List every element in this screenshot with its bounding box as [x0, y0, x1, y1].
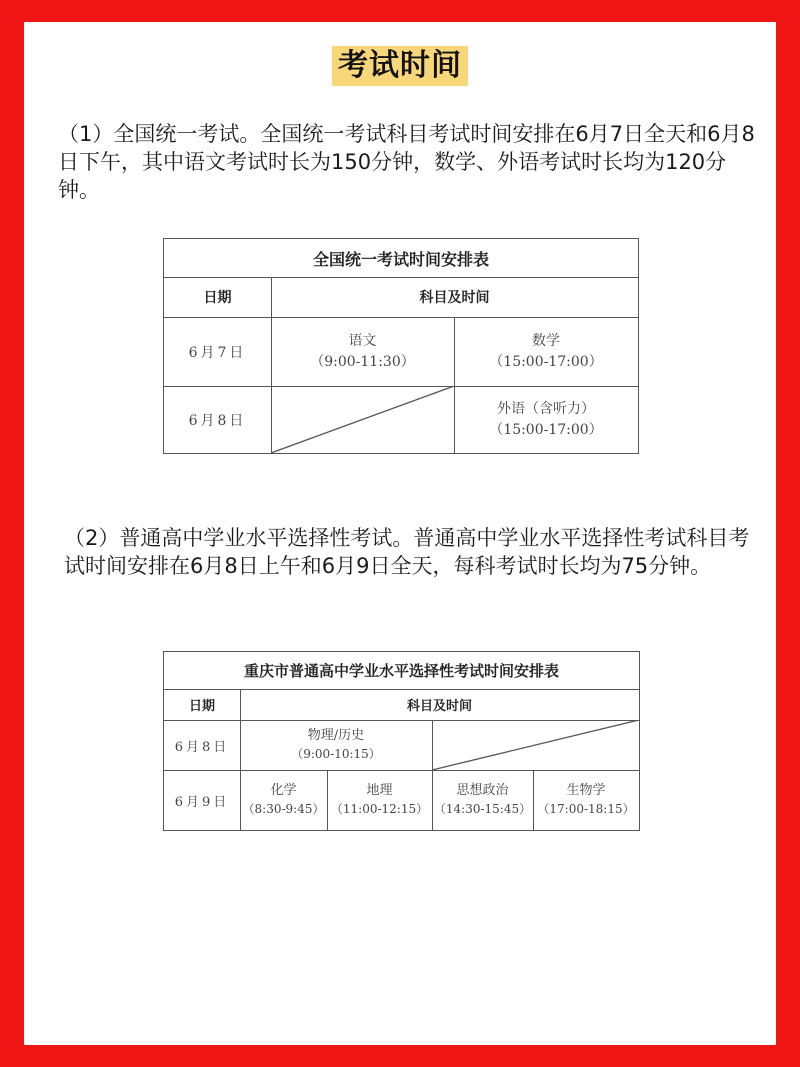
- subject-time: （15:00-17:00）: [489, 421, 603, 438]
- row-date: 6月8日: [188, 412, 247, 429]
- subject-time: （14:30-15:45）: [433, 802, 532, 816]
- header-date: 日期: [203, 290, 232, 306]
- subject-name: 外语（含听力）: [497, 400, 595, 417]
- subject-name: 思想政治: [456, 783, 509, 798]
- subject-time: （9:00-11:30）: [310, 353, 415, 370]
- page-title: 考试时间: [332, 46, 468, 86]
- subject-time: （17:00-18:15）: [537, 802, 635, 816]
- table-cell: [454, 386, 638, 453]
- subject-name: 物理/历史: [307, 728, 365, 743]
- table-cell: [432, 770, 533, 830]
- subject-time: （8:30-9:45）: [242, 802, 325, 816]
- diagonal-slash: [271, 386, 454, 453]
- table-cell: [327, 770, 432, 830]
- section2-paragraph: （2）普通高中学业水平选择性考试。普通高中学业水平选择性考试科目考试时间安排在6月8日上午和6月9日全天，每科考试时长均为75分钟。: [64, 526, 750, 578]
- table-caption: 重庆市普通高中学业水平选择性考试时间安排表: [243, 662, 559, 680]
- subject-time: （9:00-10:15）: [291, 747, 381, 761]
- table-cell: [454, 317, 638, 386]
- subject-name: 语文: [348, 332, 377, 349]
- table-cell: [533, 770, 639, 830]
- row-date: 6月8日: [174, 739, 230, 755]
- row-date: 6月7日: [188, 344, 247, 361]
- section1-paragraph: （1）全国统一考试。全国统一考试科目考试时间安排在6月7日全天和6月8日下午，其中语文考试时长为150分钟，数学、外语考试时长均为120分钟。: [58, 122, 755, 202]
- table-cell: [240, 720, 432, 770]
- header-date: 日期: [188, 699, 215, 714]
- table-caption: 全国统一考试时间安排表: [312, 249, 489, 269]
- subject-time: （11:00-12:15）: [330, 802, 429, 816]
- national-exam-table: [163, 238, 639, 454]
- row-date: 6月9日: [174, 794, 230, 810]
- title-wrap: [24, 46, 776, 86]
- header-subjects: 科目及时间: [419, 290, 490, 306]
- diagonal-slash: [432, 720, 639, 770]
- chongqing-exam-table: [163, 651, 640, 831]
- subject-name: 化学: [270, 783, 297, 798]
- page: [24, 22, 776, 1045]
- subject-time: （15:00-17:00）: [489, 353, 603, 370]
- subject-name: 生物学: [566, 783, 606, 798]
- subject-name: 地理: [366, 783, 393, 798]
- table-cell: [271, 317, 454, 386]
- table-cell: [240, 770, 327, 830]
- subject-name: 数学: [532, 332, 560, 349]
- header-subjects: 科目及时间: [406, 699, 472, 714]
